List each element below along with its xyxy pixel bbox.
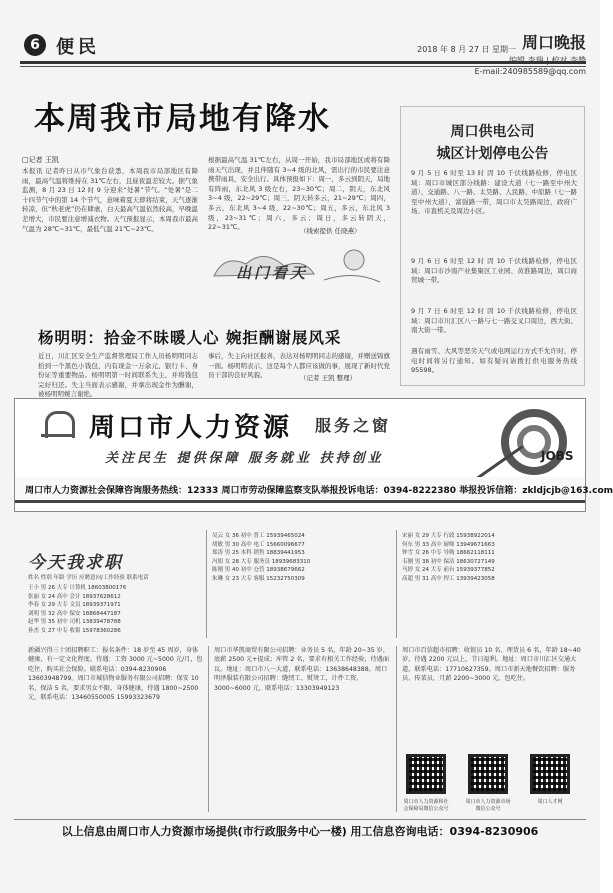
power-notice-box [400, 106, 585, 386]
weather-headline: 本周我市局地有降水 [34, 101, 331, 137]
table-row: 张丽 女 24 高中 会计 18937628612 [28, 593, 121, 600]
table-row: 孙杰 女 27 中专 收银 15978360286 [28, 627, 121, 634]
job-seekers-title: 今天我求职 [28, 553, 123, 573]
notice-closing: 遇有雨雪、大风等恶劣天气或电网运行方式不允许时，停电时间将另行通知。如有疑问请拨打供电服务热线95598。 [411, 347, 577, 375]
notice-title-2: 城区计划停电公告 [436, 146, 549, 162]
hr-banner [14, 398, 613, 512]
table-row: 郑涛 男 25 本科 销售 18839441953 [212, 550, 305, 557]
qr-code-icon [406, 754, 446, 794]
qr-label-2: 周口市人力资源市场微信公众号 [465, 799, 511, 812]
weather-art-label: 出门看天 [236, 264, 309, 282]
qr-code-icon [468, 754, 508, 794]
recruit-divider [208, 646, 209, 812]
recruit-col-1: 新疆兴得三十团招聘职工：报名条件：18 岁至 45 周岁，身体健康，有一定文化程度。待遇：工资 3000 元~5000 元/月，包吃住，购买社会保险。联系电话：0394-8230906 13603948799。周口市城信物业服务有限公司招聘：保安 10 名，保洁 5 名，要求男女不限，身体健康，待遇 1800~2500 元，联系电话：13460550005 15993323679 [28, 647, 203, 702]
header-email: E-mail:240985589@qq.com [474, 67, 586, 76]
weather-col-2: 根据最高气温 31℃左右，从周一开始，我市局部地区或将有降雨天气出现，并且伴随有 3~4 级的北风，需出行的市民要注意携带雨具，安全出行。具体预报如下：周一，多云到阴天，局地有阵雨，东北风 3 级左右，23~30℃；周二，阴天，东北风 3~4 级，22~29℃；周三，阴天转多云，21~29℃；周四，多云，东北风 3~4 级，22~30℃；周五，多云，东北风 3 级，23~31℃；周六，多云；周日，多云转阴天，22~31℃。 [208, 156, 390, 232]
table-row: 高超 男 31 高中 焊工 13939423058 [402, 575, 495, 582]
feature-headline: 杨明明：拾金不昧暖人心 婉拒酬谢展风采 [38, 329, 342, 347]
table-row: 冯娟 女 28 大专 服务员 18939683310 [212, 558, 311, 565]
table-row: 李春 女 29 大专 文员 18939371971 [28, 602, 121, 609]
weather-credit: （线索提供 任晓燕） [300, 227, 361, 235]
feature-col-1: 近日，川汇区安全生产监督管理局工作人员杨明明同志拾到一个黑色小钱包，内有现金一万余元、银行卡、身份证等重要物品。杨明明第一时间联系失主，并将钱包完好归还。失主当面表示感谢，并拿出现金作为酬谢，被杨明明婉言谢绝。 [38, 352, 198, 399]
feature-col-2: 事后，失主向社区报喜，表达对杨明明同志的感谢，并赠送锦旗一面。杨明明表示，这是每个人都应该做的事，展现了新时代党员干部的良好风貌。 [208, 352, 390, 380]
newspaper-logo: 周口晚报 [521, 33, 586, 52]
table-row: 赵华 男 35 初中 司机 13839478788 [28, 619, 121, 626]
page-number: 6 [24, 34, 46, 56]
notice-title-1: 周口供电公司 [450, 124, 535, 140]
page-header [0, 0, 600, 76]
table-row: 吴云 女 36 初中 普工 15939465024 [212, 533, 305, 539]
table-row: 韦刚 男 38 初中 保洁 18630727149 [402, 558, 495, 565]
notice-item-1: 9 月 5 日 6 时至 13 时 因 10 千伏线路检修，停电区域：周口市城区部分线路：建设大道（七一路至中州大道）、交通路、八一路、太昊路、人民路、中原路（七一路至中州大道），富强路一带，周口市太昊路周边，政府广场、市直机关及周边小区。 [411, 169, 577, 216]
qr-label-1: 周口市人力资源和社会保障局微信公众号 [403, 799, 449, 812]
jobs-label: JOBS [541, 449, 574, 463]
table-row: 王小 男 26 大专 计算机 18603800176 [28, 585, 127, 591]
listing-table-b [212, 532, 392, 584]
header-rule-thin [20, 66, 586, 67]
section-title: 便民 [56, 37, 100, 58]
listing-table-c [402, 532, 586, 584]
notice-item-3: 9 月 7 日 6 时至 12 时 因 10 千伏线路检修，停电区域：周口市川汇区八一路与七一路交叉口周边，西大街、南大街一带。 [411, 307, 577, 335]
hr-logo-icon [41, 409, 73, 437]
header-rule [20, 61, 586, 64]
table-row: 胡敏 男 30 高中 电工 15660096677 [212, 541, 305, 548]
header-date: 2018 年 8 月 27 日 星期一 [417, 45, 516, 54]
table-row: 朱琳 女 23 大专 客服 15232750309 [212, 575, 305, 582]
recruit-divider [396, 646, 397, 812]
contact-bar: 周口市人力资源社会保障咨询服务热线：12333 周口市劳动保障监察支队举报投诉电话：0394-8222380 举报投诉信箱：zkldjcjb@163.com [15, 477, 585, 499]
footer-info: 以上信息由周口市人力资源市场提供(市行政服务中心一楼) 用工信息咨询电话：0394-8230906 [14, 819, 586, 839]
table-row: 何东 男 33 高中 厨师 13949671663 [402, 541, 495, 548]
listing-divider [396, 530, 397, 638]
feature-credit: （记者 王凯 整理） [300, 374, 357, 382]
notice-item-2: 9 月 6 日 6 时至 12 时 因 10 千伏线路检修，停电区域：周口市沙南产业集聚区工业园、黄淮路周边，周口商贸城一带。 [411, 257, 577, 285]
table-row: 马婷 女 24 大专 前台 15939377852 [402, 567, 495, 574]
qr-label-3: 周口人才网 [537, 799, 563, 805]
banner-slogan: 关注民生 提供保障 服务就业 扶持创业 [105, 451, 384, 466]
banner-title: 周口市人力资源 [89, 413, 293, 443]
banner-subtitle: 服务之窗 [315, 416, 392, 435]
qr-code-icon [530, 754, 570, 794]
listing-divider [206, 530, 207, 638]
listing-header: 姓名 性别 年龄 学历 应聘意向/工作经验 联系电话 [28, 575, 149, 581]
table-row: 陈刚 男 40 初中 仓管 18938679662 [212, 567, 305, 574]
weather-col-1: 本报讯 记者昨日从市气象台获悉，本周我市局部地区有降雨，最高气温将维持在 31℃左右，且昼夜温差较大。据气象监测，8 月 23 日 12 时 9 分迎来“处暑”节气。“处暑”是二十四节气中的第 14 个节气，意味着夏天即将结束，天气逐渐转凉，但“秋老虎”仍在肆虐，白天最高气温依然较高，早晚温差增大，市民要注意增减衣物。天气预报显示，本周我市最高气温为 28℃~31℃，最低气温 21℃~23℃。 [22, 167, 198, 233]
banner-rule [15, 500, 585, 503]
table-row: 刘明 男 32 高中 保安 18868447187 [28, 610, 121, 617]
table-row: 钟雪 女 26 中专 导购 18662118111 [402, 550, 495, 557]
weather-byline: □记者 王凯 [22, 156, 59, 164]
recruit-col-3: 周口市百信超市招聘：收银员 10 名、理货员 6 名，年龄 18~40 岁，待遇 2200 元以上，节日福利。地址：周口市川汇区交通大道，联系电话：17710627359。周口市新天地餐饮招聘：服务员、传菜员，月薪 2200~3000 元，包吃住。 [402, 647, 581, 683]
listing-table-a [28, 584, 202, 636]
table-row: 宋丽 女 29 大专 行政 15938922014 [402, 533, 495, 539]
recruit-col-2: 周口市华凯商贸有限公司招聘：业务员 5 名，年龄 20~35 岁，底薪 2500 元+提成；库管 2 名，要求有相关工作经验，待遇面议。地址：周口市八一大道，联系电话：13638648388。周口明泽服装有限公司招聘：缝纫工、熨烫工，计件工资，3000~6000 元，联系电话：13303949123 [214, 647, 390, 692]
